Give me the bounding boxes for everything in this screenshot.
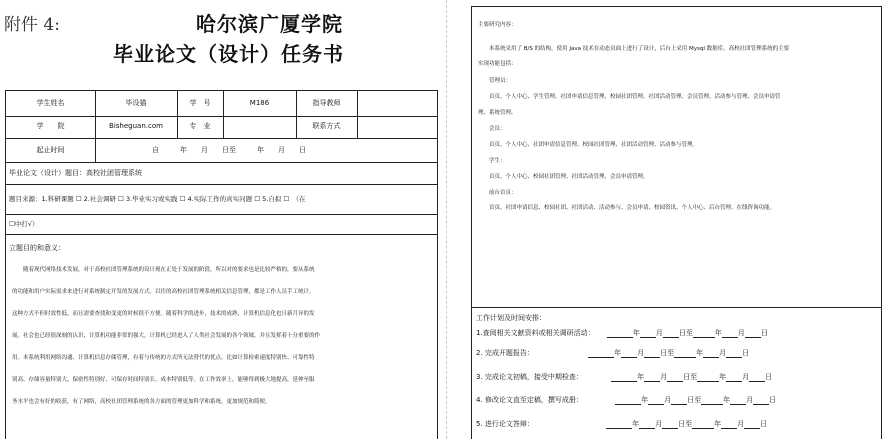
content-line: 首页、社团申请信息、校园社团、社团活动、活动参与、会员申请、校园资讯、个人中心、后台管理、在线咨询功能。 [478,205,776,211]
content-line: 前台首页： [478,190,517,196]
task-form-right [471,6,882,439]
content-heading: 主要研究内容： [478,22,517,28]
student-id-value: M186 [249,99,270,107]
purpose-line: 这种方式不但时效性低，而且需要查找和变更的时候很不方便。随着科学的进步，技术的成熟，计算机信息化也日新月异的发 [12,311,315,317]
schedule-item: 4. 修改论文直至定稿，撰写成册： 年 月 日至 年 月 日 [476,396,777,404]
schedule-item: 1.查阅相关文献资料或相关调研活动： 年 月 日至 年 月 日 [476,329,768,337]
schedule-item: 5. 进行论文答辩： 年 月 日至 年 月 日 [476,420,768,428]
content-line: 学生： [478,158,506,164]
document-title: 毕业论文（设计）任务书 [113,42,344,66]
source-line-cont: ☐中打√） [9,220,39,228]
college-label: 学 院 [36,122,65,130]
attachment-label: 附件 4: [4,15,60,35]
content-line: 首页、个人中心、学生管理、社团申请信息管理、校园社团管理、社团活动管理、会员管理、活动参与管理、会员申请管 [478,94,781,100]
major-label: 专 业 [189,122,211,130]
task-form-left [5,90,438,439]
purpose-heading: 立题目的和意义： [9,244,65,252]
purpose-line: 别高、存储容量特别大、保密性特别好、可保存时间特别长、成本特别低等。在工作效率上，能够得到极大地提高，延伸至服 [12,377,315,383]
purpose-line: 用。本系统利用网络沟通、计算机信息存储管理，有着与传统的方式所无法替代的优点。比如计算检索速度特别快、可靠性特 [12,355,315,361]
content-line: 理、系统管理。 [478,110,517,116]
schedule-item: 3. 完成论文初稿，接受中期检查： 年 月 日至 年 月 日 [476,373,773,381]
schedule-item: 2. 完成开题报告： 年 月 日至 年 月 日 [476,349,750,357]
advisor-label: 指导教师 [312,99,341,107]
purpose-line: 随着现代网络技术发展，对于高校社团管理系统的设计现在正处于发展的阶段，所以对的要求也是比较严格的，要从系统 [12,267,315,273]
student-name-label: 学生姓名 [36,99,65,107]
content-line: 管理员： [478,78,512,84]
topic-line: 毕业论文（设计）题目：高校社团管理系统 [9,169,142,177]
purpose-line: 展。社会也已经很深刻的认识，计算机功能非常的强大，计算机已经进入了人类社会发展的各个领域，并且发挥着十分重要的作 [12,333,321,339]
content-line: 会员： [478,126,506,132]
page-divider [446,0,447,439]
content-line: 首页、个人中心、校园社团管理、社团活动管理、会员申请管理。 [478,174,649,180]
purpose-line: 务水平也会有好的收获，有了网络，高校社团管理系统的各方面的管理更加科学和系统，更加规范和简便。 [12,399,271,405]
period-label: 起止时间 [36,146,65,154]
purpose-paragraph [12,259,432,413]
schedule-heading: 工作计划及时间安排： [476,314,546,322]
student-id-label: 学 号 [189,99,211,107]
content-line: 本系统采用了 B/S 的结构，使用 Java 技术在动态页面上进行了设计，后台上采用 Mysql 数据库，高校社团管理系统的主要 [478,46,790,52]
source-line: 题目来源：1.科研课题 ☐ 2.社会调研 ☐ 3.毕业实习或实践 ☐ 4.实际工作的真实问题 ☐ 5.自拟 ☐ （在 [9,195,306,203]
school-name: 哈尔滨广厦学院 [196,12,343,36]
content-line: 首页、个人中心、社团申请信息管理、校园社团管理、社团活动管理、活动参与管理。 [478,142,699,148]
student-name-value: 毕设猫 [125,99,147,107]
college-value: Bisheguan.com [109,122,163,130]
period-value: 自 年 月 日至 年 月 日 [152,146,306,154]
purpose-line: 的功能和用户实际需求来进行对系统制定开发的发展方式。以往的高校社团管理系统相关信息管理，都是工作人员手工统计。 [12,289,315,295]
content-line: 实现功能包括： [478,61,517,67]
contact-label: 联系方式 [312,122,341,130]
